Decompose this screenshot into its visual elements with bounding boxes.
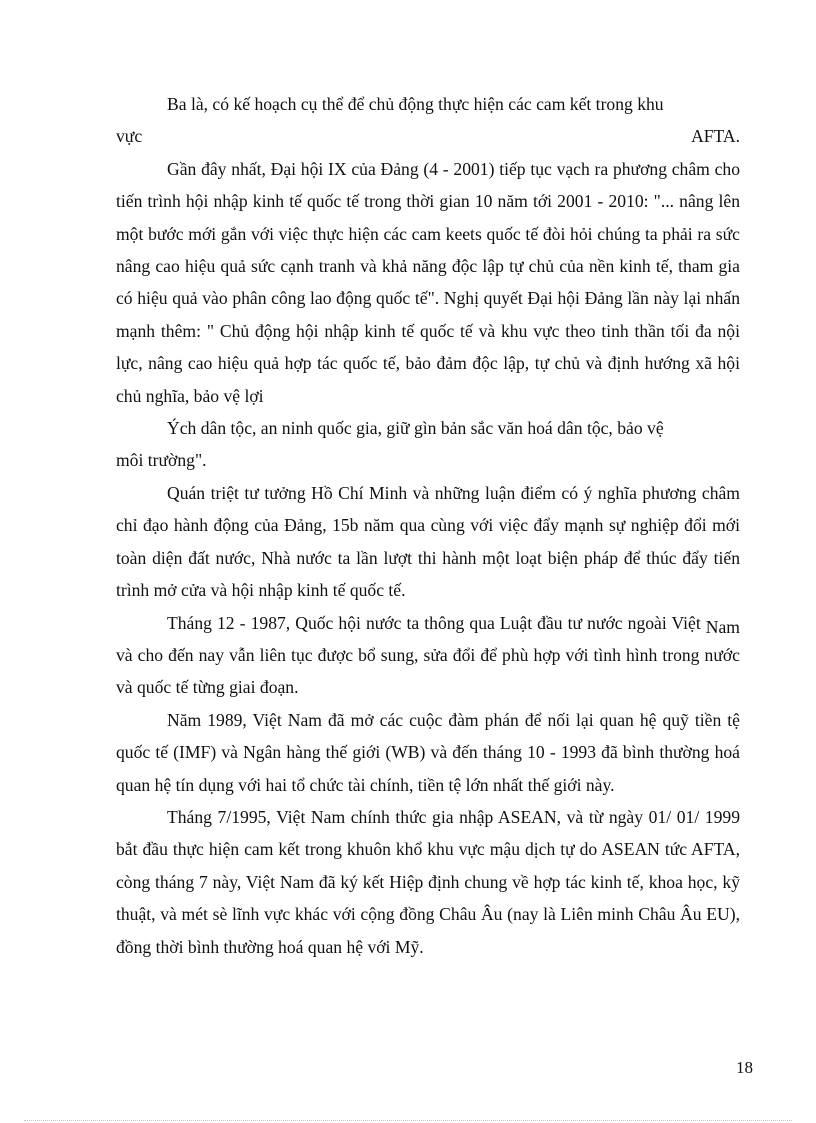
paragraph-4-end: và cho đến nay vẫn liên tục được bổ sung, sửa đổi để phù hợp với tình hình trong nước và quốc tế từng giai đoạn. xyxy=(116,644,740,698)
paragraph-4 xyxy=(116,607,740,704)
paragraph-2-continuation-2: môi trường". xyxy=(116,450,207,471)
paragraph-3: Quán triệt tư tưởng Hồ Chí Minh và những luận điểm có ý nghĩa phương châm chỉ đạo hành động của Đảng, 15b năm qua cùng với việc đẩy mạnh sự nghiệp đổi mới toàn diện đất nước, Nhà nước ta lần lượt thi hành một loạt biện pháp để thúc đẩy tiến trình mở cửa và hội nhập kinh tế quốc tế. xyxy=(116,482,740,601)
paragraph-1-left-word: vực xyxy=(116,126,143,147)
paragraph-1-line-2 xyxy=(116,120,740,152)
paragraph-2-continuation-1: Ých dân tộc, an ninh quốc gia, giữ gìn bản sắc văn hoá dân tộc, bảo vệ xyxy=(167,418,664,439)
paragraph-2: Gần đây nhất, Đại hội IX của Đảng (4 - 2001) tiếp tục vạch ra phương châm cho tiến trình hội nhập kinh tế quốc tế trong thời gian 10 năm tới 2001 - 2010: "... nâng lên một bước mới gắn với việc thực hiện các cam keets quốc tế đòi hỏi chúng ta phải ra sức nâng cao hiệu quả sức cạnh tranh và khả năng độc lập tự chủ của nền kinh tế, tham gia có hiệu quả vào phân công lao động quốc tế". Nghị quyết Đại hội Đảng lần này lại nhấn mạnh thêm: " Chủ động hội nhập kinh tế quốc tế và khu vực theo tinh thần tối đa nội lực, nâng cao hiệu quả hợp tác quốc tế, bảo đảm độc lập, tự chủ và định hướng xã hội chủ nghĩa, bảo vệ lợi xyxy=(116,158,740,406)
page-number: 18 xyxy=(736,1058,753,1077)
paragraph-4-start: Tháng 12 - 1987, Quốc hội nước ta thông qua Luật đầu tư nước ngoài Việt xyxy=(167,612,706,633)
body-text xyxy=(116,88,740,963)
paragraph-1-right-word: AFTA. xyxy=(691,126,740,147)
paragraph-5: Năm 1989, Việt Nam đã mở các cuộc đàm phán để nối lại quan hệ quỹ tiền tệ quốc tế (IMF) và Ngân hàng thế giới (WB) và đến tháng 10 - 1993 đã bình thường hoá quan hệ tín dụng với hai tổ chức tài chính, tiền tệ lớn nhất thế giới này. xyxy=(116,709,740,795)
paragraph-6: Tháng 7/1995, Việt Nam chính thức gia nhập ASEAN, và từ ngày 01/ 01/ 1999 bắt đầu thực hiện cam kết trong khuôn khổ khu vực mậu dịch tự do ASEAN tức AFTA, còng tháng 7 này, Việt Nam đã ký kết Hiệp định chung về hợp tác kinh tế, khoa học, kỹ thuật, và mét sè lĩnh vực khác với cộng đồng Châu Âu (nay là Liên minh Châu Âu EU), đồng thời bình thường hoá quan hệ với Mỹ. xyxy=(116,806,740,957)
bottom-divider xyxy=(24,1120,792,1121)
paragraph-1-line-1: Ba là, có kế hoạch cụ thể để chủ động thực hiện các cam kết trong khu xyxy=(167,94,664,114)
paragraph-4-nam: Nam xyxy=(705,616,740,637)
